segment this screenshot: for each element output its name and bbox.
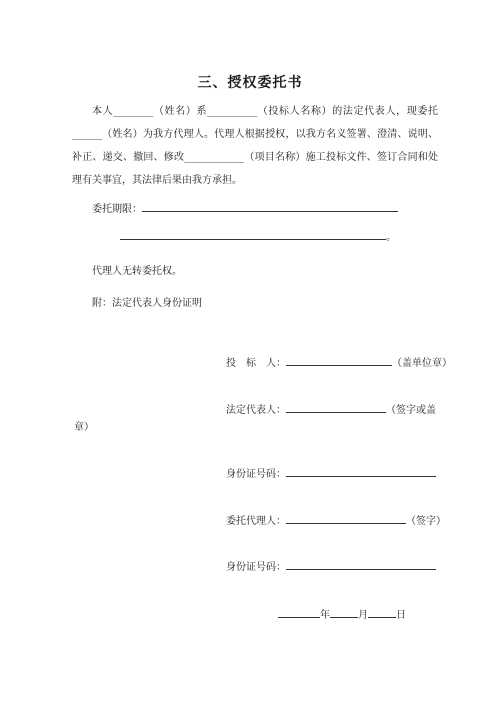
id1-label: 身份证号码：: [226, 469, 286, 480]
date-month: 月: [358, 610, 368, 621]
id2-label: 身份证号码：: [226, 562, 286, 573]
rep-note-continued: 章）: [74, 422, 94, 433]
no-subdelegation: 代理人无转委托权。: [92, 266, 182, 277]
id1-blank: [286, 466, 436, 477]
id2-blank: [286, 559, 436, 570]
day-blank: [368, 607, 396, 618]
month-blank: [330, 607, 358, 618]
authorization-paragraph: 本人________（姓名）系__________（投标人名称）的法定代表人，现委托______（姓名）为我方代理人。代理人根据授权，以我方名义签署、澄清、说明、补正、递交、撤回、修改____________（项目名称）施工投标文件、签订合同和处理有关事宜，其法律后果由我方承担。: [72, 106, 438, 186]
term-end: 。: [386, 232, 396, 243]
term-blank-2: [120, 229, 386, 240]
agent-note: （签字）: [406, 516, 446, 527]
agent-label: 委托代理人：: [226, 516, 286, 527]
year-blank: [278, 607, 320, 618]
bidder-label: 投 标 人：: [226, 358, 286, 369]
bidder-line: [226, 354, 452, 369]
bidder-note: （盖单位章）: [392, 358, 452, 369]
bidder-blank: [286, 355, 392, 366]
agent-blank: [286, 513, 406, 524]
document-title: 三、授权委托书: [197, 75, 303, 91]
rep-note: （签字或盖: [386, 405, 436, 416]
attachment-note: 附：法定代表人身份证明: [92, 298, 202, 309]
id-number-line-1: [226, 465, 436, 480]
rep-blank: [286, 402, 386, 413]
id-number-line-2: [226, 558, 436, 573]
term-line: [92, 200, 398, 215]
representative-line: [226, 401, 436, 416]
agent-line: [226, 512, 446, 527]
term-line-2: [120, 228, 396, 243]
date-day: 日: [396, 610, 406, 621]
term-blank: [142, 201, 398, 212]
rep-label: 法定代表人：: [226, 405, 286, 416]
term-label: 委托期限：: [92, 204, 142, 215]
date-year: 年: [320, 610, 330, 621]
date-line: [278, 606, 406, 621]
